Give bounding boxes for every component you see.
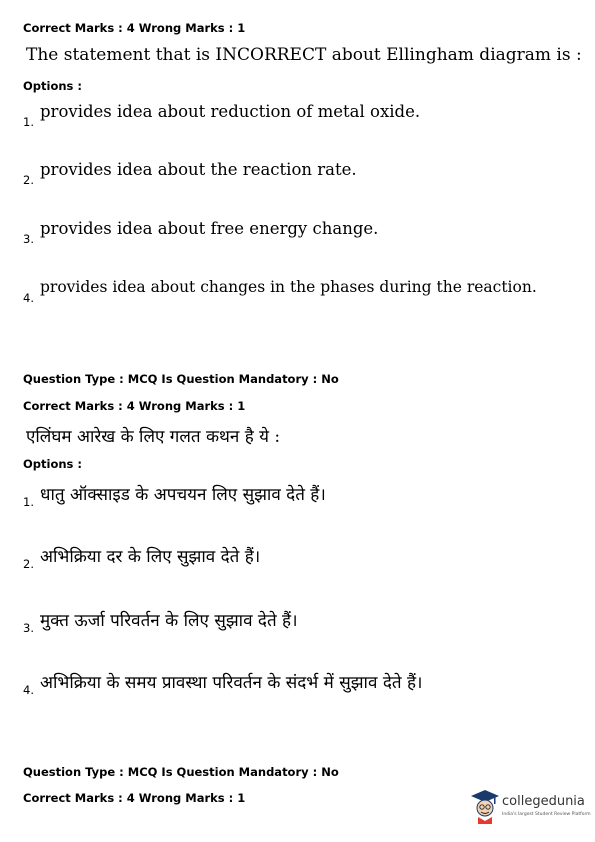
q2-marks: Correct Marks : 4 Wrong Marks : 1 [23,399,246,413]
q2-option-1-number: 1. [23,495,34,509]
q1-option-2-text: provides idea about the reaction rate. [40,160,357,179]
collegedunia-logo [470,788,591,828]
q2-option-3-text: मुक्त ऊर्जा परिवर्तन के लिए सुझाव देते हैं। [40,611,298,631]
q1-option-3-number: 3. [23,232,34,246]
q1-option-4-number: 4. [23,291,34,305]
q1-option-1-number: 1. [23,115,34,129]
q2-option-3-number: 3. [23,621,34,635]
q1-option-1-text: provides idea about reduction of metal oxide. [40,102,421,121]
q2-question-text: एलिंघम आरेख के लिए गलत कथन है ये : [26,427,281,447]
q3-type-line: Question Type : MCQ Is Question Mandatory : No [23,765,339,779]
q2-option-4-number: 4. [23,683,34,697]
q2-option-1-text: धातु ऑक्साइड के अपचयन लिए सुझाव देते हैं। [40,485,326,505]
q1-option-3-text: provides idea about free energy change. [40,219,379,238]
q1-marks: Correct Marks : 4 Wrong Marks : 1 [23,21,246,35]
q2-option-2-text: अभिक्रिया दर के लिए सुझाव देते हैं। [40,547,261,567]
q1-question-text: The statement that is INCORRECT about Ellingham diagram is : [26,45,582,65]
logo-wordmark: collegedunia [502,794,585,809]
q2-options-label: Options : [23,457,82,471]
q2-option-4-text: अभिक्रिया के समय प्रावस्था परिवर्तन के संदर्भ में सुझाव देते हैं। [40,673,423,693]
q1-option-2-number: 2. [23,173,34,187]
q2-option-2-number: 2. [23,557,34,571]
q2-type-line: Question Type : MCQ Is Question Mandatory : No [23,372,339,386]
q1-options-label: Options : [23,79,82,93]
logo-tagline: India's largest Student Review Platform [502,812,591,817]
graduate-mascot-icon [470,788,500,824]
q1-option-4-text: provides idea about changes in the phases during the reaction. [40,278,537,296]
q3-marks: Correct Marks : 4 Wrong Marks : 1 [23,791,246,805]
